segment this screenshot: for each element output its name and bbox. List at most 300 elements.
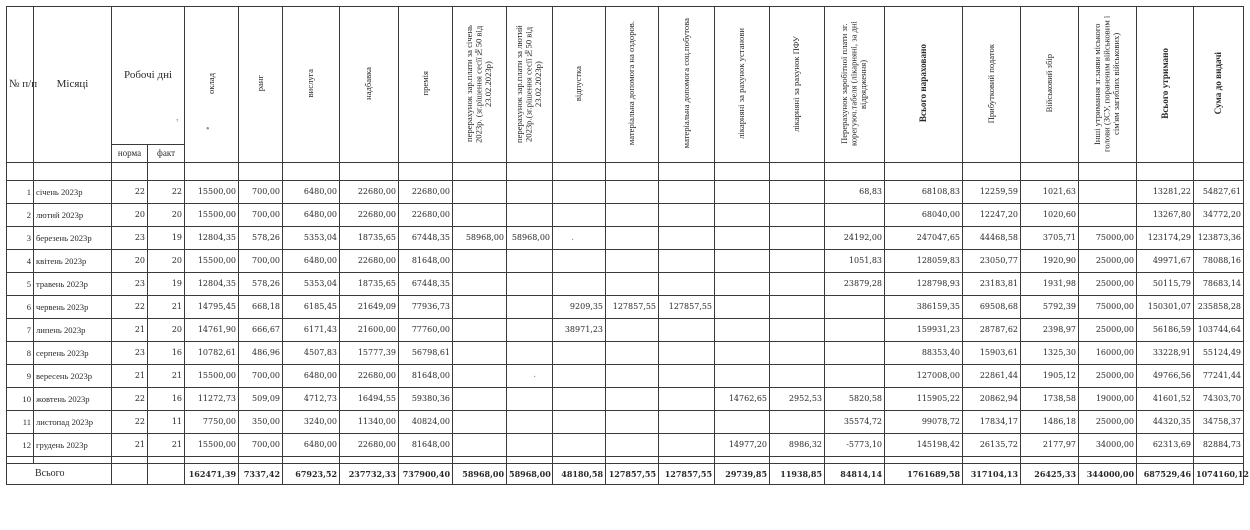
header-col-rank: ранг	[239, 7, 283, 163]
row-norm-days: 22	[112, 296, 148, 319]
row-cell: 5792,39	[1021, 296, 1079, 319]
header-col-seniority: вислуга	[283, 7, 340, 163]
row-number: 4	[7, 250, 34, 273]
row-cell: 11272,73	[185, 388, 239, 411]
row-cell	[659, 250, 715, 273]
table-row	[7, 319, 1244, 342]
row-cell: 22680,00	[340, 365, 399, 388]
row-cell	[553, 181, 606, 204]
row-cell	[606, 273, 659, 296]
total-cell: 127857,55	[606, 464, 659, 485]
row-cell: 2398,97	[1021, 319, 1079, 342]
row-number: 5	[7, 273, 34, 296]
row-fact-days: 11	[148, 411, 185, 434]
row-cell: 486,96	[239, 342, 283, 365]
row-cell	[770, 319, 825, 342]
row-cell: 6185,45	[283, 296, 340, 319]
row-cell	[606, 250, 659, 273]
row-cell: 34758,37	[1194, 411, 1244, 434]
header-col-military-levy: Військовий збір	[1021, 7, 1079, 163]
row-number: 12	[7, 434, 34, 457]
row-cell: 12804,35	[185, 273, 239, 296]
row-cell: 16000,00	[1079, 342, 1137, 365]
header-col-recalc-feb: перерахунок зар.плати за лютий 2023р.(зг.рішення сесії№50 від 23.02.2023р)	[507, 7, 553, 163]
row-cell: 22680,00	[399, 181, 453, 204]
total-cell: 26425,33	[1021, 464, 1079, 485]
row-cell: 25000,00	[1079, 250, 1137, 273]
header-col-sick-employer: лікарняні за рахунок установи	[715, 7, 770, 163]
row-cell: 128059,83	[885, 250, 963, 273]
row-cell: 41601,52	[1137, 388, 1194, 411]
payroll-sheet	[6, 6, 1249, 485]
row-cell: 62313,69	[1137, 434, 1194, 457]
row-cell: 56798,61	[399, 342, 453, 365]
row-cell: 578,26	[239, 227, 283, 250]
row-cell: 19000,00	[1079, 388, 1137, 411]
total-cell: 737900,40	[399, 464, 453, 485]
row-cell: 69508,68	[963, 296, 1021, 319]
row-month: лютий 2023р	[34, 204, 112, 227]
header-col-recalc-timesheet: Перерахунок заробітної плати зг. корегуюч.табеля (лікарняні, за дні відрядження)	[825, 7, 885, 163]
row-cell: 44468,58	[963, 227, 1021, 250]
row-cell: 15500,00	[185, 181, 239, 204]
row-cell: 13281,22	[1137, 181, 1194, 204]
total-cell: 67923,52	[283, 464, 340, 485]
row-cell	[715, 411, 770, 434]
row-cell	[606, 319, 659, 342]
row-cell: 78683,14	[1194, 273, 1244, 296]
row-cell: 34000,00	[1079, 434, 1137, 457]
row-cell: 1905,12	[1021, 365, 1079, 388]
table-row	[7, 227, 1244, 250]
scan-mark: ·	[533, 372, 537, 383]
payroll-table	[6, 6, 1249, 485]
row-cell: 75000,00	[1079, 296, 1137, 319]
row-cell: 22680,00	[340, 181, 399, 204]
total-cell: 1074160,12	[1194, 464, 1244, 485]
row-cell: 77936,73	[399, 296, 453, 319]
scan-mark: •	[206, 124, 210, 135]
row-cell: -5773,10	[825, 434, 885, 457]
row-number: 11	[7, 411, 34, 434]
row-cell: 26135,72	[963, 434, 1021, 457]
row-cell	[553, 342, 606, 365]
row-cell: 6171,43	[283, 319, 340, 342]
row-cell: 509,09	[239, 388, 283, 411]
row-cell: 15903,61	[963, 342, 1021, 365]
spacer-row	[7, 457, 1244, 464]
row-cell: 22680,00	[399, 204, 453, 227]
row-cell: 44320,35	[1137, 411, 1194, 434]
row-cell: 14795,45	[185, 296, 239, 319]
row-cell: 5353,04	[283, 227, 340, 250]
header-num: № п/п	[7, 7, 34, 163]
header-col-recalc-jan: перерахунок зар.плати за січень 2023р. (зг.рішення сесії№50 від 23.02.2023р)	[453, 7, 507, 163]
row-cell: 56186,59	[1137, 319, 1194, 342]
row-cell	[770, 411, 825, 434]
table-row	[7, 296, 1244, 319]
table-row	[7, 273, 1244, 296]
total-cell: 1761689,58	[885, 464, 963, 485]
row-cell	[770, 273, 825, 296]
row-cell	[507, 388, 553, 411]
row-cell: 6480,00	[283, 365, 340, 388]
row-fact-days: 16	[148, 388, 185, 411]
row-cell: 14762,65	[715, 388, 770, 411]
row-cell: 6480,00	[283, 434, 340, 457]
row-cell	[770, 342, 825, 365]
row-cell: 22680,00	[340, 204, 399, 227]
row-cell	[770, 227, 825, 250]
row-cell: 77760,00	[399, 319, 453, 342]
row-cell: 82884,73	[1194, 434, 1244, 457]
table-row	[7, 434, 1244, 457]
spacer-row	[7, 163, 1244, 181]
row-cell	[1079, 181, 1137, 204]
row-cell: 8986,32	[770, 434, 825, 457]
row-cell: 386159,35	[885, 296, 963, 319]
row-cell: 5820,58	[825, 388, 885, 411]
row-cell: 150301,07	[1137, 296, 1194, 319]
row-norm-days: 20	[112, 204, 148, 227]
row-cell	[659, 365, 715, 388]
row-fact-days: 21	[148, 296, 185, 319]
table-row	[7, 411, 1244, 434]
row-cell	[606, 342, 659, 365]
row-cell	[659, 181, 715, 204]
row-number: 3	[7, 227, 34, 250]
row-cell	[715, 296, 770, 319]
row-cell: 123873,36	[1194, 227, 1244, 250]
row-cell	[606, 411, 659, 434]
row-cell	[453, 342, 507, 365]
row-cell: 1738,58	[1021, 388, 1079, 411]
row-cell: 25000,00	[1079, 411, 1137, 434]
row-cell	[553, 204, 606, 227]
row-cell: 12247,20	[963, 204, 1021, 227]
row-cell	[453, 204, 507, 227]
row-cell: 88353,40	[885, 342, 963, 365]
row-cell: 18735,65	[340, 227, 399, 250]
row-cell: 5353,04	[283, 273, 340, 296]
row-cell: 1920,90	[1021, 250, 1079, 273]
row-number: 9	[7, 365, 34, 388]
row-cell: 13267,80	[1137, 204, 1194, 227]
row-number: 10	[7, 388, 34, 411]
row-month: квітень 2023р	[34, 250, 112, 273]
row-cell	[659, 388, 715, 411]
row-cell: 54827,61	[1194, 181, 1244, 204]
row-cell: 40824,00	[399, 411, 453, 434]
row-norm-days: 23	[112, 342, 148, 365]
row-cell	[606, 365, 659, 388]
row-cell	[453, 411, 507, 434]
header-col-total-withheld: Всього утримано	[1137, 7, 1194, 163]
row-cell	[659, 434, 715, 457]
header-norm: норма	[112, 145, 148, 163]
row-cell	[1079, 204, 1137, 227]
row-cell: 668,18	[239, 296, 283, 319]
row-cell	[453, 365, 507, 388]
row-cell: 81648,00	[399, 434, 453, 457]
row-cell: 15500,00	[185, 204, 239, 227]
row-cell	[770, 296, 825, 319]
total-cell: 237732,33	[340, 464, 399, 485]
row-cell: 99078,72	[885, 411, 963, 434]
row-cell: 67448,35	[399, 227, 453, 250]
row-month: січень 2023р	[34, 181, 112, 204]
row-month: серпень 2023р	[34, 342, 112, 365]
row-cell: 1051,83	[825, 250, 885, 273]
row-cell	[715, 342, 770, 365]
row-cell: 247047,65	[885, 227, 963, 250]
row-cell: 15777,39	[340, 342, 399, 365]
row-cell: 50115,79	[1137, 273, 1194, 296]
row-cell: 103744,64	[1194, 319, 1244, 342]
row-cell: 235858,28	[1194, 296, 1244, 319]
row-cell: 6480,00	[283, 250, 340, 273]
row-cell: 115905,22	[885, 388, 963, 411]
total-cell: 11938,85	[770, 464, 825, 485]
total-row	[7, 464, 1244, 485]
header-col-other-deductions: Інші утримання зг.заяви міського голови (ЗСУ, пораненим військовим і сім'ям загиблих військових)	[1079, 7, 1137, 163]
table-row	[7, 181, 1244, 204]
row-cell: 81648,00	[399, 365, 453, 388]
total-label: Всього	[7, 464, 112, 485]
row-cell: 22680,00	[340, 434, 399, 457]
row-cell: 1021,63	[1021, 181, 1079, 204]
row-cell: 25000,00	[1079, 273, 1137, 296]
row-month: червень 2023р	[34, 296, 112, 319]
row-cell: 159931,23	[885, 319, 963, 342]
row-cell: 38971,23	[553, 319, 606, 342]
row-cell: 23050,77	[963, 250, 1021, 273]
row-cell	[606, 388, 659, 411]
row-number: 1	[7, 181, 34, 204]
header-col-bonus: премія	[399, 7, 453, 163]
table-row	[7, 342, 1244, 365]
row-cell	[825, 365, 885, 388]
row-fact-days: 20	[148, 319, 185, 342]
row-cell: 1325,30	[1021, 342, 1079, 365]
row-cell	[507, 365, 553, 388]
row-fact-days: 20	[148, 204, 185, 227]
header-fact: факт	[148, 145, 185, 163]
row-cell	[770, 181, 825, 204]
row-cell	[553, 388, 606, 411]
row-norm-days: 22	[112, 388, 148, 411]
row-cell	[453, 434, 507, 457]
row-cell: 1931,98	[1021, 273, 1079, 296]
row-cell: 7750,00	[185, 411, 239, 434]
row-cell: 81648,00	[399, 250, 453, 273]
row-cell	[507, 411, 553, 434]
row-cell	[659, 411, 715, 434]
row-number: 2	[7, 204, 34, 227]
row-fact-days: 20	[148, 250, 185, 273]
row-cell	[659, 273, 715, 296]
table-row	[7, 388, 1244, 411]
row-cell	[659, 342, 715, 365]
row-norm-days: 23	[112, 273, 148, 296]
row-cell: 700,00	[239, 365, 283, 388]
row-cell: 14977,20	[715, 434, 770, 457]
total-cell: 687529,46	[1137, 464, 1194, 485]
row-cell: 68,83	[825, 181, 885, 204]
row-cell	[825, 296, 885, 319]
row-cell	[553, 434, 606, 457]
row-cell: 22861,44	[963, 365, 1021, 388]
row-cell: 49971,67	[1137, 250, 1194, 273]
row-cell: 10782,61	[185, 342, 239, 365]
row-cell	[659, 227, 715, 250]
total-cell: 127857,55	[659, 464, 715, 485]
row-cell: 4712,73	[283, 388, 340, 411]
row-cell: 33228,91	[1137, 342, 1194, 365]
row-cell: 127857,55	[606, 296, 659, 319]
row-cell: 22680,00	[340, 250, 399, 273]
header-col-salary: оклад	[185, 7, 239, 163]
row-cell	[453, 273, 507, 296]
row-cell: 17834,17	[963, 411, 1021, 434]
row-month: травень 2023р	[34, 273, 112, 296]
row-cell	[715, 273, 770, 296]
row-cell: 24192,00	[825, 227, 885, 250]
row-cell	[507, 273, 553, 296]
row-cell	[453, 296, 507, 319]
row-cell	[715, 204, 770, 227]
total-cell: 48180,58	[553, 464, 606, 485]
total-cell: 317104,13	[963, 464, 1021, 485]
row-cell: 78088,16	[1194, 250, 1244, 273]
row-cell: 28787,62	[963, 319, 1021, 342]
row-cell: 6480,00	[283, 181, 340, 204]
header-col-vacation: відпустка	[553, 7, 606, 163]
table-row	[7, 365, 1244, 388]
table-row	[7, 204, 1244, 227]
row-cell: 23183,81	[963, 273, 1021, 296]
row-fact-days: 21	[148, 434, 185, 457]
row-cell: 58968,00	[453, 227, 507, 250]
row-cell: 4507,83	[283, 342, 340, 365]
row-cell: 15500,00	[185, 250, 239, 273]
table-body	[7, 181, 1244, 457]
total-cell: 162471,39	[185, 464, 239, 485]
row-fact-days: 16	[148, 342, 185, 365]
row-cell: 21600,00	[340, 319, 399, 342]
row-cell: 350,00	[239, 411, 283, 434]
row-number: 8	[7, 342, 34, 365]
row-cell: 3705,71	[1021, 227, 1079, 250]
row-cell: 14761,90	[185, 319, 239, 342]
row-cell	[553, 365, 606, 388]
row-cell: 67448,35	[399, 273, 453, 296]
row-cell	[453, 319, 507, 342]
row-cell	[606, 204, 659, 227]
row-cell	[507, 181, 553, 204]
row-month: листопад 2023р	[34, 411, 112, 434]
row-cell: 58968,00	[507, 227, 553, 250]
row-cell: 127857,55	[659, 296, 715, 319]
row-cell	[715, 227, 770, 250]
row-cell	[606, 227, 659, 250]
row-cell: 700,00	[239, 434, 283, 457]
row-cell: 1486,18	[1021, 411, 1079, 434]
row-cell: 2177,97	[1021, 434, 1079, 457]
row-cell: 700,00	[239, 204, 283, 227]
row-cell: 11340,00	[340, 411, 399, 434]
row-cell	[553, 273, 606, 296]
total-cell: 58968,00	[507, 464, 553, 485]
row-cell	[715, 250, 770, 273]
row-cell	[553, 227, 606, 250]
row-cell	[715, 365, 770, 388]
row-cell	[825, 342, 885, 365]
row-fact-days: 21	[148, 365, 185, 388]
row-month: грудень 2023р	[34, 434, 112, 457]
row-norm-days: 23	[112, 227, 148, 250]
row-cell	[507, 342, 553, 365]
row-norm-days: 21	[112, 434, 148, 457]
row-cell: 127008,00	[885, 365, 963, 388]
row-cell: 123174,29	[1137, 227, 1194, 250]
row-cell: 578,26	[239, 273, 283, 296]
row-cell	[507, 204, 553, 227]
row-cell: 700,00	[239, 181, 283, 204]
row-cell	[606, 434, 659, 457]
row-norm-days: 21	[112, 319, 148, 342]
row-cell: 700,00	[239, 250, 283, 273]
row-cell	[553, 411, 606, 434]
header-col-income-tax: Прибутковий податок	[963, 7, 1021, 163]
row-number: 6	[7, 296, 34, 319]
header-col-allowance: надбавка	[340, 7, 399, 163]
row-month: березень 2023р	[34, 227, 112, 250]
row-cell: 74303,70	[1194, 388, 1244, 411]
row-cell: 25000,00	[1079, 365, 1137, 388]
row-cell: 12259,59	[963, 181, 1021, 204]
row-cell	[825, 204, 885, 227]
row-cell: 15500,00	[185, 365, 239, 388]
row-cell: 75000,00	[1079, 227, 1137, 250]
row-cell: 15500,00	[185, 434, 239, 457]
row-cell: 68108,83	[885, 181, 963, 204]
header-col-sick-pfu: лікарняні за рахунок ПФУ	[770, 7, 825, 163]
row-cell: 16494,55	[340, 388, 399, 411]
row-cell	[770, 250, 825, 273]
header-col-total-accrued: Всього нараховано	[885, 7, 963, 163]
row-cell: 34772,20	[1194, 204, 1244, 227]
row-norm-days: 20	[112, 250, 148, 273]
row-fact-days: 22	[148, 181, 185, 204]
row-cell	[715, 319, 770, 342]
row-cell	[453, 181, 507, 204]
row-norm-days: 22	[112, 411, 148, 434]
row-cell: 2952,53	[770, 388, 825, 411]
row-cell	[770, 365, 825, 388]
row-cell: 55124,49	[1194, 342, 1244, 365]
row-cell: 21649,09	[340, 296, 399, 319]
row-cell: 666,67	[239, 319, 283, 342]
row-month: вересень 2023р	[34, 365, 112, 388]
row-norm-days: 21	[112, 365, 148, 388]
row-cell: 1020,60	[1021, 204, 1079, 227]
total-cell: 7337,42	[239, 464, 283, 485]
header-col-net-pay: Сума до видачі	[1194, 7, 1244, 163]
row-cell: 128798,93	[885, 273, 963, 296]
row-cell: 25000,00	[1079, 319, 1137, 342]
header-col-health-aid: матеріальна допомога на оздоров.	[606, 7, 659, 163]
